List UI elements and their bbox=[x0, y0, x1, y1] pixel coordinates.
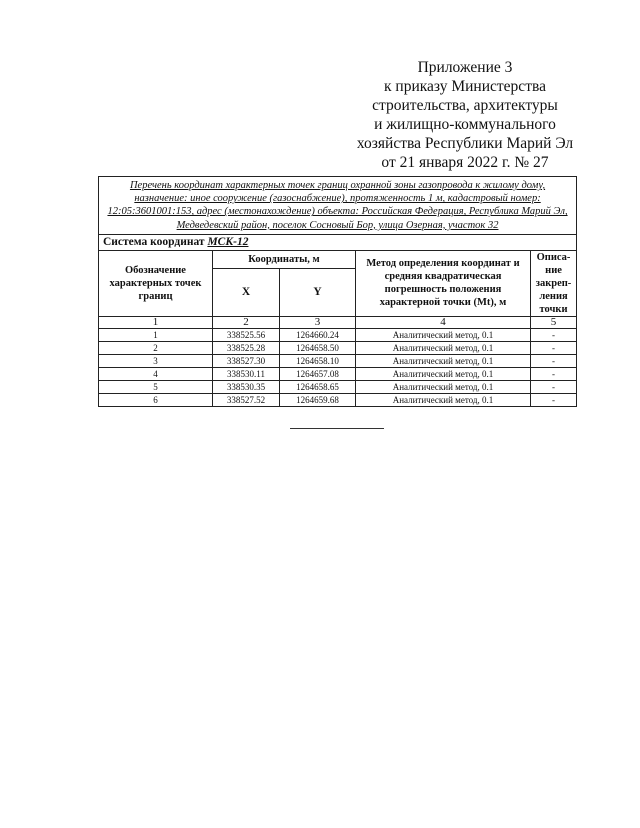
table-row bbox=[99, 328, 577, 341]
y-cell: 1264658.10 bbox=[280, 354, 356, 367]
y-cell: 1264658.65 bbox=[280, 380, 356, 393]
closing-divider bbox=[290, 428, 384, 429]
table-row bbox=[99, 380, 577, 393]
x-cell: 338527.30 bbox=[213, 354, 280, 367]
column-number: 2 bbox=[213, 316, 280, 328]
coordinate-system-label: Система координат bbox=[103, 236, 205, 249]
method-cell: Аналитический метод, 0.1 bbox=[356, 354, 531, 367]
header-line: к приказу Министерства bbox=[384, 78, 546, 95]
method-cell: Аналитический метод, 0.1 bbox=[356, 393, 531, 406]
table-title: Перечень координат характерных точек границ охранной зоны газопровода к жилому дому, назначение: иное сооружение (газоснабжение), протяженность 1 м, кадастровый номер: 12:05:3601001:153, адрес (местонахождение) объекта: Российская Федерация, Республика Марий Эл, Медведевский район, поселок Сосновый Бор, улица Озерная, участок 32 bbox=[99, 177, 577, 235]
header-y: Y bbox=[280, 268, 356, 316]
desc-cell: - bbox=[531, 354, 577, 367]
point-cell: 3 bbox=[99, 354, 213, 367]
x-cell: 338525.56 bbox=[213, 328, 280, 341]
desc-cell: - bbox=[531, 341, 577, 354]
table-row bbox=[99, 341, 577, 354]
y-cell: 1264659.68 bbox=[280, 393, 356, 406]
x-cell: 338527.52 bbox=[213, 393, 280, 406]
header-description: Описа-ние закреп-ления точки bbox=[531, 250, 577, 316]
y-cell: 1264660.24 bbox=[280, 328, 356, 341]
header-line: хозяйства Республики Марий Эл bbox=[356, 135, 574, 152]
desc-cell: - bbox=[531, 367, 577, 380]
coordinate-system-row bbox=[99, 234, 577, 250]
method-cell: Аналитический метод, 0.1 bbox=[356, 380, 531, 393]
coordinates-table bbox=[98, 176, 577, 407]
x-cell: 338530.35 bbox=[213, 380, 280, 393]
column-number-row bbox=[99, 316, 577, 328]
method-cell: Аналитический метод, 0.1 bbox=[356, 328, 531, 341]
header-x: X bbox=[213, 268, 280, 316]
appendix-header bbox=[340, 58, 590, 172]
method-cell: Аналитический метод, 0.1 bbox=[356, 341, 531, 354]
header-point: Обозначение характерных точек границ bbox=[99, 250, 213, 316]
point-cell: 6 bbox=[99, 393, 213, 406]
desc-cell: - bbox=[531, 380, 577, 393]
table-row bbox=[99, 354, 577, 367]
header-line: Приложение 3 bbox=[417, 59, 513, 76]
header-method: Метод определения координат и средняя квадратическая погрешность положения характерной точки (Mt), м bbox=[356, 250, 531, 316]
x-cell: 338530.11 bbox=[213, 367, 280, 380]
method-cell: Аналитический метод, 0.1 bbox=[356, 367, 531, 380]
column-number: 5 bbox=[531, 316, 577, 328]
column-number: 3 bbox=[280, 316, 356, 328]
y-cell: 1264658.50 bbox=[280, 341, 356, 354]
point-cell: 2 bbox=[99, 341, 213, 354]
point-cell: 1 bbox=[99, 328, 213, 341]
table-row bbox=[99, 393, 577, 406]
header-coordinates: Координаты, м bbox=[213, 250, 356, 268]
column-number: 4 bbox=[356, 316, 531, 328]
header-line: от 21 января 2022 г. № 27 bbox=[381, 154, 549, 171]
header-line: и жилищно-коммунального bbox=[374, 116, 556, 133]
header-line: строительства, архитектуры bbox=[372, 97, 558, 114]
point-cell: 5 bbox=[99, 380, 213, 393]
table-row bbox=[99, 367, 577, 380]
point-cell: 4 bbox=[99, 367, 213, 380]
column-number: 1 bbox=[99, 316, 213, 328]
desc-cell: - bbox=[531, 393, 577, 406]
x-cell: 338525.28 bbox=[213, 341, 280, 354]
coordinate-system-name: МСК-12 bbox=[207, 236, 249, 249]
y-cell: 1264657.08 bbox=[280, 367, 356, 380]
desc-cell: - bbox=[531, 328, 577, 341]
